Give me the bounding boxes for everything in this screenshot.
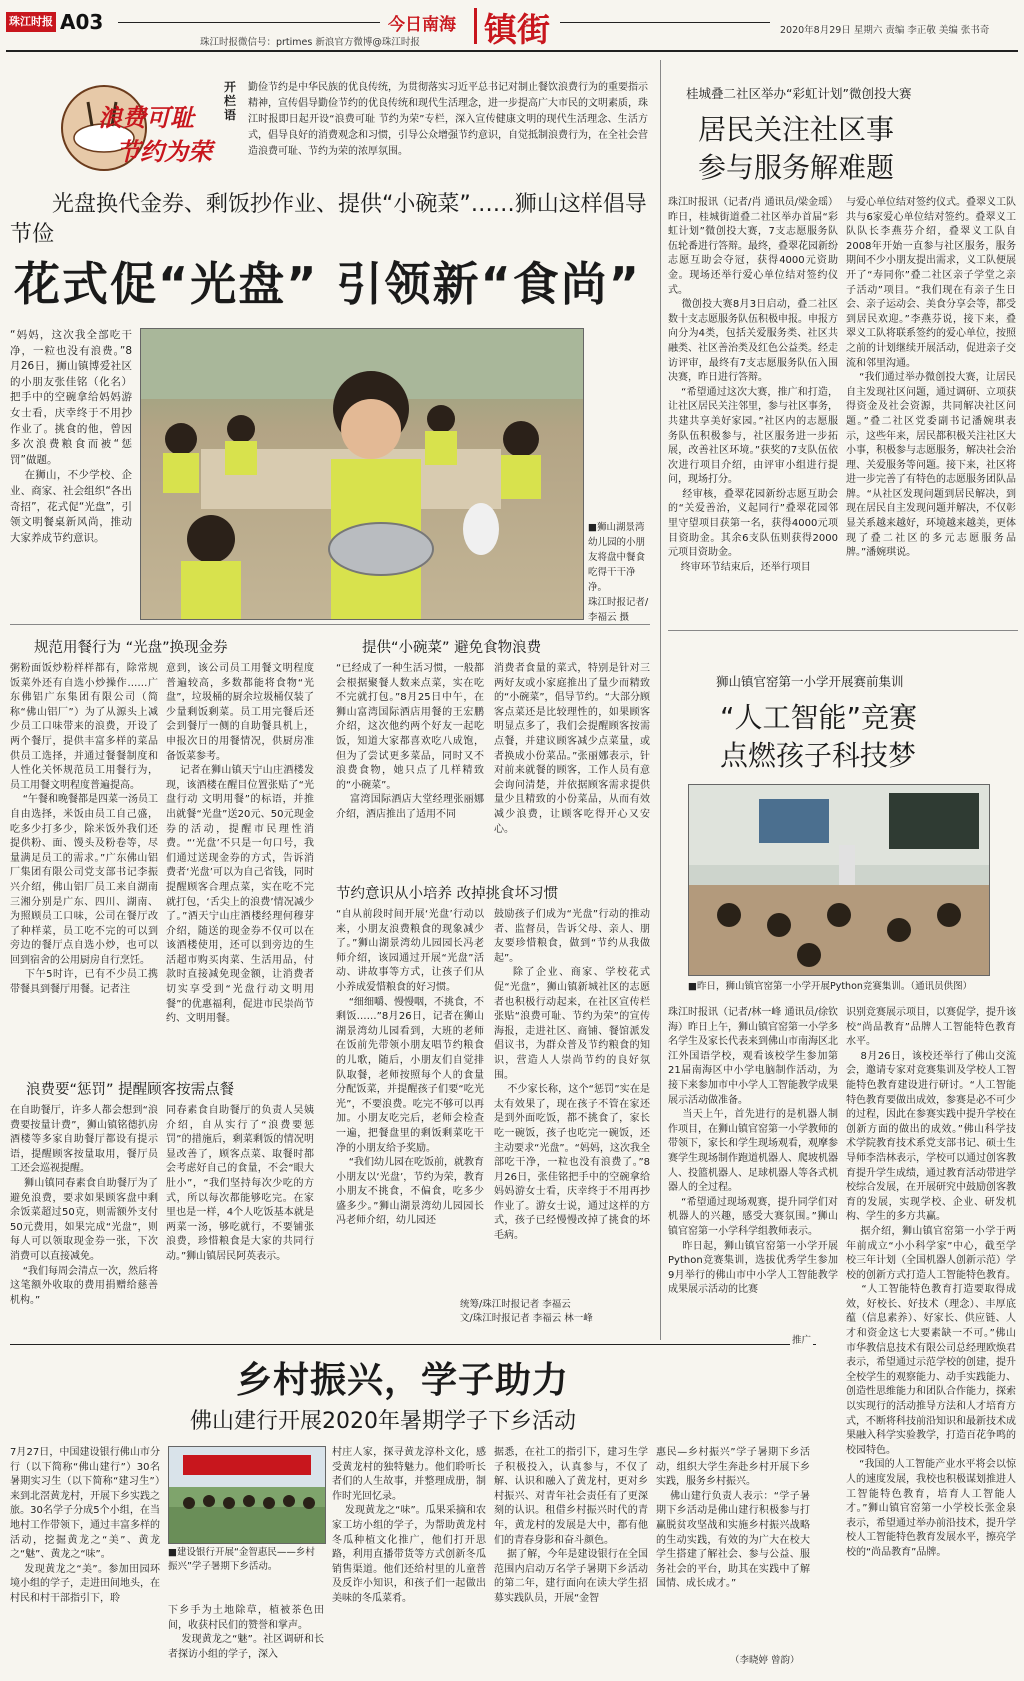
sub1-heading: 规范用餐行为 “光盘”换现金券 [34, 640, 228, 656]
group-photo-illustration [169, 1447, 325, 1543]
page-number: A03 [60, 10, 104, 34]
children-dining-illustration [141, 329, 583, 619]
bottom-headline: 乡村振兴，学子助力 [236, 1360, 570, 1401]
sub4-heading: 节约意识从小培养 改掉挑食坏习惯 [336, 886, 559, 902]
right-mid-headline-1: “人工智能”竞赛 [720, 701, 918, 734]
masthead-rule [118, 22, 380, 23]
section-name: 镇街 [484, 10, 550, 49]
masthead-rule [560, 22, 770, 23]
bottom-subhead: 佛山建行开展2020年暑期学子下乡活动 [190, 1409, 576, 1434]
right-top-headline-2: 参与服务解难题 [698, 151, 895, 184]
right-mid-col2: 识别竞赛展示项目，以赛促学，提升该校“尚品教育”品牌人工智能特色教育水平。 8月26日，该校还举行了佛山交流会，邀请专家对竞赛集训及学校人工智能特色教育建设进行研讨。“人工智能特色教育要做出成效，参赛是必不可少的过程，因此在参赛实践中提升学校在创新方面的做出的成效。”佛山科学技术学院教育技术系党支部书记、硕士生导师李浩林表示，学校可以通过创客教育提升学生成绩，通过教育活动带进学校综合发展，在开展研究中鼓励创客教育的发展，实现学校、企业、研发机构、学生的多方共赢。 据介绍，狮山镇官窑第一小学于两年前成立“小小科学家”中心，截至学校三年计划（全国机器人创新示范）学校的创新方式打造人工智能特色教育。 “人工智能特色教育打造要取得成效，好校长、好技术（理念）、丰厚底蕴（信息素养）、好家长、供应链、人才和资金这七大要素缺一不可。”佛山市华教信息技术有限公司总经理欧焕君表示，希望通过示范学校的创建，提升全校学生的观察能力、动手实践能力、创造性思维能力和团队合作能力，探索以实现行的活动推导方法和人才培育方式，不断将科技前沿知识和最新技术成果融入科学实验教学，打造百花争鸣的校园特色。 “我国的人工智能产业水平将会以惊人的速度发展，我校也积极谋划推进人工智能特色教育，培育人工智能人才。”狮山镇官窑第一小学校长张金泉表示，希望通过举办前沿技术，提升学校人工智能特色教育发展水平，擦亮学校的“尚品教育”品牌。 [846, 1007, 1016, 1558]
sub2-col1: “已经成了一种生活习惯，一般都会根据聚餐人数来点菜，实在吃不完就打包。”8月25日中午，在狮山富湾国际酒店用餐的王宏鹏介绍，这次他约两个好友一起吃饭，知道大家都喜欢吃八成饱，但为了尝试更多菜品，同时又不浪费食物，她只点了几样精致的“小碗菜”。 富湾国际酒店大堂经理张丽娜介绍，酒店推出了适用不同 [336, 663, 484, 820]
badge-text-2: 节约为荣 [116, 138, 212, 166]
vertical-divider [660, 60, 661, 1340]
classroom-photo [688, 784, 990, 976]
right-top-headline-1: 居民关注社区事 [698, 113, 895, 146]
right-mid-col1: 珠江时报讯（记者/林一峰 通讯员/徐钦海）昨日上午，狮山镇官窑第一小学多名学生及家长代表来到佛山市南海区北江外国语学校，观看该校学生参加第21届南海区中小学电脑制作活动，为接下来参加市中小学人工智能教学成果展示活动做准备。 当天上午，首先进行的是机器人制作项目，在狮山镇官窑第一小学教师的带领下，家长和学生现场观看，观摩参赛学生现场制作跑道机器人、爬坡机器人、投篮机器人、足球机器人等各式机器人的全过程。 “希望通过现场观赛，提升同学们对机器人的兴趣，感受大赛氛围。”狮山镇官窑第一小学科学组教师表示。 昨日起，狮山镇官窑第一小学开展Python竞赛集训，选拔优秀学生参加9月举行的佛山市中小学人工智能教学成果展示活动的比赛 [668, 1007, 838, 1296]
lead-intro: “妈妈，这次我全部吃干净，一粒也没有浪费。”8月26日，狮山镇博爱社区的小朋友张佳铭（化名）把手中的空碗拿给妈妈游女士看，庆幸终于不用抄作业了。挑食的他，曾因多次浪费粮食而被“惩罚”做题。 在狮山，不少学校、企业、商家、社会组织“各出奇招”，花式促“光盘”，引领文明餐桌新风尚，推动大家养成节约意识。 [10, 329, 132, 544]
masthead-divider [474, 8, 477, 44]
lead-photo [140, 328, 584, 620]
classroom-photo-caption: ■昨日，狮山镇官窑第一小学开展Python竞赛集训。（通讯员供图） [688, 981, 973, 992]
bottom-col2: 下乡手为土地除草，植被茶色田间，收获村民们的赞誉和掌声。 发现黄龙之“魅”。社区调研和长者探访小组的学子，深入 [168, 1605, 324, 1660]
bottom-byline: （李晓婷 曾韵） [730, 1655, 800, 1666]
right-top-col1: 珠江时报讯（记者/肖 通讯员/梁金瑶）昨日，桂城街道叠二社区举办首届“彩虹计划”微创投大赛，7支志愿服务队伍轮番进行答辩。最终，叠翠花园新纷志愿互助会夺冠，获得4000元资助金。现场还举行爱心单位结对签约仪式。 微创投大赛8月3日启动，叠二社区数十支志愿服务队伍积极申报。申报方向分为4类，包括关爱服务类、社区共融类、社区善治类及红色公益类。经走访评审，最终有7支志愿服务队伍入围决赛，昨日进行答辩。 “希望通过这次大赛，推广和打造，让社区居民关注邻里，参与社区事务，共建共享美好家园。”社区内的志愿服务队伍积极参与，社区服务进一步拓展，改善社区环境。”获奖的7支队伍依次进行项目介绍，由评审小组进行提问，现场打分。 经审核，叠翠花园新纷志愿互助会的“关爱善治，义起同行”叠翠花园邻里守望项目获第一名，获得4000元项目资助金。其余6支队伍则获得2000元项目资助金。 终审环节结束后，还举行项目 [668, 197, 838, 573]
sub3-heading: 浪费要“惩罚” 提醒顾客按需点餐 [26, 1082, 235, 1098]
date-line: 2020年8月29日 星期六 责编 李正敬 美编 张书奇 [780, 25, 990, 36]
ad-divider [10, 1344, 816, 1345]
sub3-col2: 同春素食自助餐厅的负责人吴姨介绍，自从实行了“浪费要惩罚”的措施后，剩菜剩饭的情况明显改善了，顾客点菜、取餐时都会考虑好自己的食量，不会“眼大肚小”，“我们坚持每次少吃的方式，所以每次都能够吃完。在家里也是一样，4个人吃饭基本就是两菜一汤，够吃就行，不要铺张浪费，珍惜粮食是大家的共同行动。”狮山镇居民阿英表示。 [166, 1105, 314, 1262]
lead-credits: 统筹/珠江时报记者 李福云 文/珠江时报记者 李福云 林一峰 [460, 1299, 593, 1324]
section-title: 今日南海 [388, 15, 456, 35]
bottom-col4: 据悉，在社工的指引下，建习生学子积极投入，认真参与，不仅了解、认识和融入了黄龙村，更对乡村振兴、对青年社会责任有了更深刻的认识。租借乡村振兴时代的青年，黄龙村的发展是大中，都有他们的青春身影和奋斗颜色。 据了解，今年是建设银行在全国范围内启动万名学子暑期下乡活动的第二年，建行面向在读大学生招募实践队员，开展“金智 [494, 1447, 648, 1604]
column-intro-label: 开栏语 [224, 80, 237, 122]
badge-text-1: 浪费可耻 [98, 104, 194, 132]
lead-divider [10, 624, 650, 625]
village-photo-caption: ■建设银行开展“金智惠民——乡村振兴”学子暑期下乡活动。 [168, 1547, 315, 1572]
masthead-bottom-rule [6, 50, 1018, 52]
sub4-col2: 鼓励孩子们成为“光盘”行动的推动者、监督员，告诉父母、亲人、朋友要珍惜粮食，做到“节约从我做起”。 除了企业、商家、学校花式促“光盘”，狮山镇新城社区的志愿者也积极行动起来，在社区宣传栏张贴“浪费可耻、节约为荣”的宣传海报，走进社区、商铺、餐馆派发倡议书，为群众普及节约粮食的知识，营造人人崇尚节约的良好氛围。 不少家长称，这个“惩罚”实在是太有效果了，现在孩子不管在家还是到外面吃饭，都不挑食了，家长吃一碗饭，孩子也吃完一碗饭，还主动要求“光盘”。“妈妈，这次我全部吃干净，一粒也没有浪费了。”8月26日，张佳铭把手中的空碗拿给妈妈游女士看，庆幸终于不用再抄作业了。游女士说，通过这样的方式，孩子已经慢慢改掉了挑食的坏毛病。 [494, 909, 650, 1242]
bottom-col1: 7月27日，中国建设银行佛山市分行（以下简称“佛山建行”）30名暑期实习生（以下简称“建习生”）来到北滘黄龙村，开展下乡实践之旅。30名学子分成5个小组，在当地村工作带领下，通过丰富多样的活动，挖掘黄龙之“美”、黄龙之“魅”、黄龙之“味”。 发现黄龙之“美”。参加田园环境小组的学子，走进田间地头，在村民和村干部指引下，聆 [10, 1447, 160, 1604]
lead-photo-caption: ■狮山湖景湾幼儿园的小朋友将盘中餐食吃得干干净净。 珠江时报记者/李福云 摄 [588, 522, 649, 623]
right-divider [668, 630, 1018, 631]
right-mid-kicker: 狮山镇官窑第一小学开展赛前集训 [716, 674, 904, 689]
sub1-col2: 意到，该公司员工用餐文明程度普遍较高，多数都能将食物“光盘”，垃圾桶的厨余垃圾桶仅装了少量剩饭剩菜。员工用完餐后还会到餐厅一侧的自助餐具机上，申报次日的用餐情况，供厨房准备饭菜参考。 记者在狮山镇天宁山庄酒楼发现，该酒楼在醒目位置张贴了“光盘行动 文明用餐”的标语，并推出就餐“光盘”送20元、50元现金券的活动，提醒市民理性消费。“‘光盘’不只是一句口号，我们通过送现金券的方式，告诉消费者‘光盘’可以为自己省钱，同时提醒顾客合理点菜，实在吃不完就打包，‘舌尖上的浪费’情况减少了。”酒天宁山庄酒楼经理何穆芽介绍，随送的现金券不仅可以在该酒楼使用，还可以到旁边的生活超市购买肉菜、生活用品，付款时直接减免现金额，让消费者切实享受到“光盘行动文明用餐”的优惠福利，促进市民崇尚节约、文明用餐。 [166, 663, 314, 1025]
sub2-heading: 提供“小碗菜” 避免食物浪费 [362, 640, 542, 656]
sub2-col2: 消费者食量的菜式，特别是针对三两好友或小家庭推出了量少而精致的“小碗菜”，倡导节约。“大部分顾客点菜还是比较理性的，如果顾客明显点多了，我们会提醒顾客按需点餐，并建议顾客减少点菜量，或者换成小份菜品。”张丽娜表示，针对前来就餐的顾客，工作人员有意会询问清楚，并依据顾客需求提供量少且精致的小份菜品，从而有效减少浪费，让顾客吃得开心又安心。 [494, 663, 650, 835]
bottom-col5: 惠民—乡村振兴”学子暑期下乡活动，组织大学生奔赴乡村开展下乡实践，服务乡村振兴。 佛山建行负责人表示：“学子暑期下乡活动是佛山建行积极参与打赢脱贫攻坚战和实施乡村振兴战略的生动实践，有效的为广大在校大学生搭建了解社会、参与公益、服务社会的平台，助其在实践中了解国情、成长成才。” [656, 1447, 810, 1590]
sub4-col1: “自从前段时间开展‘光盘’行动以来，小朋友浪费粮食的现象减少了。”狮山湖景湾幼儿园园长冯老师介绍，该园通过开展“光盘”活动、讲故事等方式，让孩子们从小养成爱惜粮食的好习惯。 “细细嚼、慢慢咽，不挑食，不剩饭……”8月26日，记者在狮山湖景湾幼儿园看到，大班的老师在饭前先带领小朋友唱节约粮食的儿歌，随后，小朋友们自觉排队取餐，老师按照每个人的食量分配饭菜，并提醒孩子们要“吃光光”，不要浪费。吃完不够可以再加。小朋友吃完后，老师会检查一遍，把餐盘里的剩饭剩菜吃干净的小朋友给予奖励。 “我们幼儿园在吃饭前，就教育小朋友以‘光盘’，节约为荣，教育小朋友不挑食，不偏食，吃多少盛多少。”狮山湖景湾幼儿园园长冯老师介绍，幼儿园还 [336, 909, 484, 1227]
bottom-col3: 村庄人家，探寻黄龙淳朴文化，感受黄龙村的独特魅力。他们聆听长者们的人生故事，并整理成册，制作时光回忆录。 发现黄龙之“味”。瓜果采摘和农家工坊小组的学子，为帮助黄龙村冬瓜种植文化推广，他们打开思路，利用直播带货等方式创新冬瓜销售渠道。他们还给村里的儿童普及反诈小知识，和孩子们一起做出美味的冬瓜菜肴。 [332, 1447, 486, 1604]
masthead [0, 0, 1024, 50]
ad-label: 推广 [790, 1332, 813, 1346]
sub3-col1: 在自助餐厅，许多人都会想到“浪费要按量计费”，狮山镇铭德扒房酒楼等多家自助餐厅都设有提示语，提醒顾客按量取用，餐厅员工还会巡视提醒。 狮山镇同春素食自助餐厅为了避免浪费，要求如果顾客盘中剩余饭菜超过50克，则需额外支付50元费用，如果完成“光盘”，则每人可以领取现金券一张，下次消费可以直接减免。 “我们每周会清点一次，然后将这笔额外收取的费用捐赠给慈善机构。” [10, 1105, 158, 1306]
right-mid-headline-2: 点燃孩子科技梦 [720, 739, 917, 772]
right-top-kicker: 桂城叠二社区举办“彩虹计划”微创投大赛 [686, 86, 912, 101]
village-photo [168, 1446, 326, 1544]
paper-logo [6, 12, 56, 32]
lead-kicker: 光盘换代金券、剩饭抄作业、提供“小碗菜”……狮山这样倡导节俭 [10, 192, 647, 247]
sub1-col1: 粥粉面饭炒粉样样都有，除常规饭菜外还有自选小炒操作……广东佛铝广东集团有限公司（简称“佛山铝厂”）为了从源头上减少员工口味带来的浪费，开设了两个餐厅，提供丰富多样的菜品供员工选择，并通过餐餐制度和人性化关怀规范员工用餐行为，员工用餐文明程度普遍提高。 “午餐和晚餐都是四菜一汤员工自由选择，米饭由员工自己盛，吃多少打多少，除米饭外我们还提供粉、面、馒头及粉卷等，尽量满足员工的需求。”广东佛山铝厂集团有限公司党支部书记李振兴介绍，佛山铝厂员工来自湖南三湘分别是广东、四川、湖南、为照顾员工口味，公司在餐厅改了种样菜，员工吃不完的可以到旁边的餐厅点自选小炒，也可以回到宿舍的公用厨房自行烹饪。 下午5时许，已有不少员工携带餐具到餐厅用餐。记者注 [10, 663, 158, 996]
right-top-col2: 与爱心单位结对签约仪式。叠翠义工队共与6家爱心单位结对签约。叠翠义工队队长李燕芬介绍，叠翠义工队自2008年开始一直参与社区服务，服务期间不少小朋友提出需求，义工队便展开了“寿同你”叠二社区亲子学堂之亲子活动”项目。“我们现在有亲子生日会、亲子运动会、美食分享会等，都受到居民欢迎。”李燕芬说，接下来，叠翠义工队将联系签约的爱心单位，按照之前的计划继续开展活动，促进亲子交流和邻里沟通。 “我们通过举办微创投大赛，让居民自主发现社区问题，通过调研、立项获得资金及社会资源，共同解决社区问题。”叠二社区党委副书记潘婉琪表示，这些年来，居民都积极关注社区大小事，积极参与志愿服务，解决社会治理、关爱服务等问题。接下来，社区将进一步完善了有特色的志愿服务团队品牌。“从社区发现问题到居民解决，到现在居民自主发现问题并解决，不仅彰显关系越来越好，环境越来越美，更体现了叠二社区的多元志愿服务品牌。”潘婉琪说。 [846, 197, 1016, 559]
lead-headline: 花式促“光盘” 引领新“食尚” [14, 257, 641, 311]
column-intro-body: 勤俭节约是中华民族的优良传统，为贯彻落实习近平总书记对制止餐饮浪费行为的重要指示精神，宣传倡导勤俭节约的优良传统和现代生活理念，进一步提高广大市民的文明素质，珠江时报即日起开设“浪费可耻 节约为荣”专栏，深入宣传健康文明的现代生活理念、生活方式，倡导良好的消费观念和习惯，引导公众增强节约意识，自觉抵制浪费行为，在全社会营造浪费可耻、节约为荣的浓厚氛围。 [248, 82, 648, 157]
social-line: 珠江时报微信号：prtimes 新浪官方微博@珠江时报 [200, 37, 420, 48]
column-badge [58, 82, 212, 174]
paper-name: 珠江时报 [9, 15, 53, 28]
classroom-illustration [689, 785, 989, 975]
